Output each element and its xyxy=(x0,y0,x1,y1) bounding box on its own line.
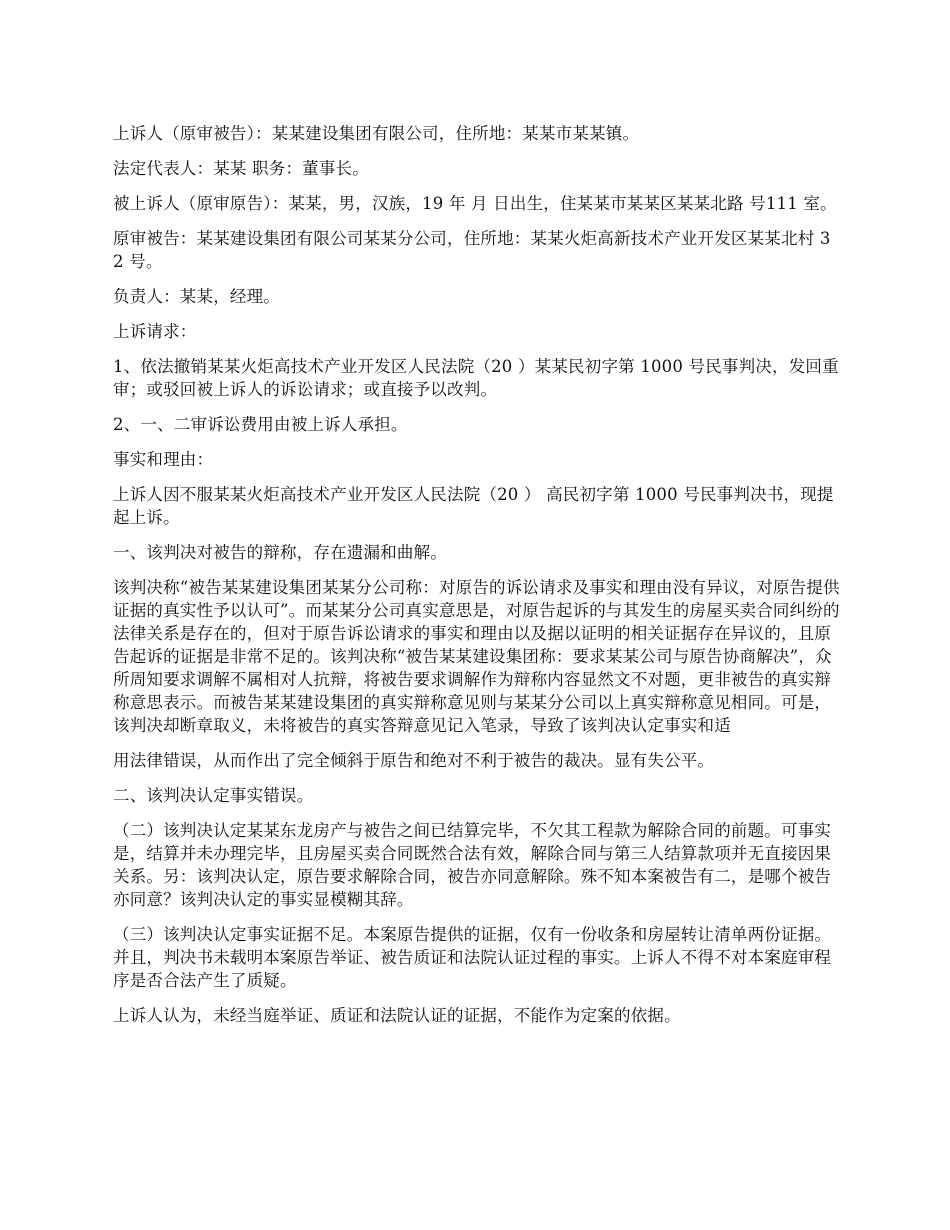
responsible-person-paragraph: 负责人：某某，经理。 xyxy=(113,287,280,306)
section-one-body: 该判决称“被告某某建设集团某某分公司称：对原告的诉讼请求及事实和理由没有异议，对原告提供证据的真实性予以认可”。而某某分公司真实意思是，对原告起诉的与其发生的房屋买卖合同纠纷的法律关系是存在的，但对于原告诉讼请求的事实和理由以及据以证明的相关证据存在异议的，且原告起诉的证据是非常不足的。该判决称“被告某某建设集团称：要求某某公司与原告协商解决”，众所周知要求调解不属相对人抗辩，将被告要求调解作为辩称内容显然文不对题，更非被告的真实辩称意思表示。而被告某某建设集团的真实辩称意见则与某某分公司以上真实辩称意见相同。可是，该判决却断章取义，未将被告的真实答辩意见记入笔录，导致了该判决认定事实和适 xyxy=(113,578,840,735)
section-two-point-3: （三）该判决认定事实证据不足。本案原告提供的证据，仅有一份收条和房屋转让清单两份证据。并且，判决书未载明本案原告举证、被告质证和法院认证过程的事实。上诉人不得不对本案庭审程序是否合法产生了质疑。 xyxy=(113,925,832,990)
appellant-paragraph: 上诉人（原审被告）：某某建设集团有限公司，住所地：某某市某某镇。 xyxy=(113,124,640,143)
document-body xyxy=(113,122,841,1039)
original-defendant-paragraph: 原审被告：某某建设集团有限公司某某分公司，住所地：某某火炬高新技术产业开发区某某北村 32 号。 xyxy=(113,229,831,271)
section-two-heading: 二、该判决认定事实错误。 xyxy=(113,786,314,805)
section-one-heading: 一、该判决对被告的辩称，存在遗漏和曲解。 xyxy=(113,543,447,562)
legal-representative-paragraph: 法定代表人：某某 职务：董事长。 xyxy=(113,159,369,178)
appeal-request-item-1: 1、依法撤销某某火炬高技术产业开发区人民法院（20 ）某某民初字第 1000 号民事判决，发回重审；或驳回被上诉人的诉讼请求；或直接予以改判。 xyxy=(113,357,839,399)
appellant-conclusion-paragraph: 上诉人认为，未经当庭举证、质证和法院认证的证据，不能作为定案的依据。 xyxy=(113,1006,681,1025)
section-two-point-2: （二）该判决认定某某东龙房产与被告之间已结算完毕，不欠其工程款为解除合同的前题。可事实是，结算并未办理完毕，且房屋买卖合同既然合法有效，解除合同与第三人结算款项并无直接因果关系。另：该判决认定，原告要求解除合同，被告亦同意解除。殊不知本案被告有二，是哪个被告亦同意？该判决认定的事实显模糊其辞。 xyxy=(113,821,832,909)
appeal-statement-paragraph: 上诉人因不服某某火炬高技术产业开发区人民法院（20 ） 高民初字第 1000 号民事判决书，现提起上诉。 xyxy=(113,485,834,527)
appellee-paragraph: 被上诉人（原审原告）：某某，男，汉族，19 年 月 日出生，住某某市某某区某某北路 号111 室。 xyxy=(113,194,837,213)
facts-and-reasons-heading: 事实和理由： xyxy=(113,450,214,469)
appeal-request-heading: 上诉请求： xyxy=(113,322,197,341)
section-one-continuation: 用法律错误，从而作出了完全倾斜于原告和绝对不利于被告的裁决。显有失公平。 xyxy=(113,751,715,770)
appeal-request-item-2: 2、一、二审诉讼费用由被上诉人承担。 xyxy=(113,415,408,434)
